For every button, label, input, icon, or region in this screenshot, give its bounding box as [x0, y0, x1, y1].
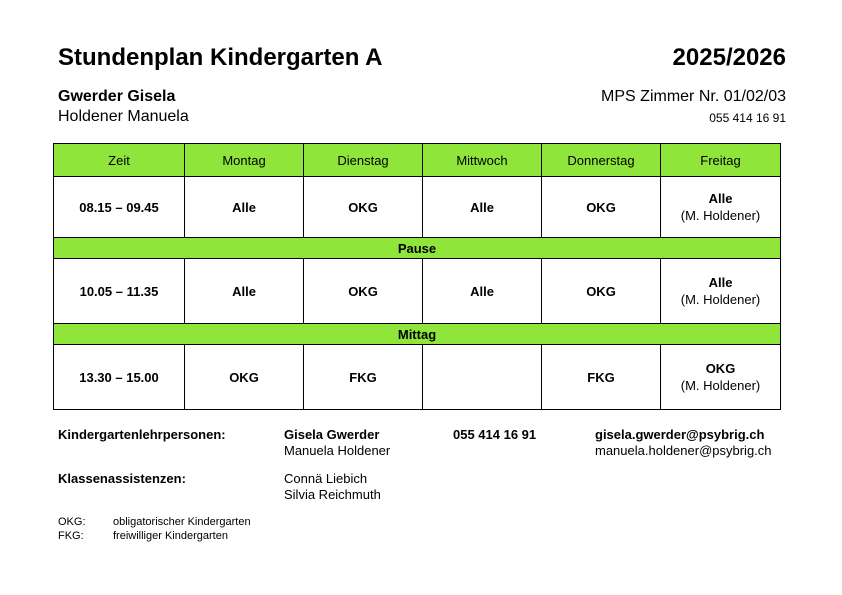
cell-friday [661, 259, 781, 324]
teacher-a-name: Gisela Gwerder [284, 427, 380, 442]
legend-abbr-fkg: FKG: [58, 530, 84, 542]
cell-monday: Alle [185, 259, 304, 324]
legend-text-fkg: freiwilliger Kindergarten [113, 530, 228, 542]
teacher-b-name: Manuela Holdener [284, 443, 391, 458]
cell-monday: OKG [185, 345, 304, 410]
cell-friday [661, 177, 781, 238]
break-label-mittag: Mittag [54, 324, 781, 345]
cell-wednesday: Alle [423, 259, 542, 324]
cell-tuesday: OKG [304, 177, 423, 238]
schedule-table [53, 143, 781, 410]
table-header-row [54, 144, 781, 177]
cell-monday: Alle [185, 177, 304, 238]
cell-friday-main: Alle [708, 191, 733, 206]
col-header-wednesday: Mittwoch [423, 144, 542, 177]
cell-friday [661, 345, 781, 410]
teacher-name-secondary: Holdener Manuela [58, 108, 189, 125]
cell-thursday: OKG [542, 259, 661, 324]
teacher-name-primary: Gwerder Gisela [58, 88, 176, 105]
table-row [54, 345, 781, 410]
legend-text-okg: obligatorischer Kindergarten [113, 516, 251, 528]
cell-tuesday: FKG [304, 345, 423, 410]
cell-tuesday: OKG [304, 259, 423, 324]
teacher-phone: 055 414 16 91 [453, 427, 537, 442]
assistant-a-name: Connä Liebich [284, 471, 368, 486]
cell-friday-note: (M. Holdener) [680, 292, 761, 307]
break-row-mittag [54, 324, 781, 345]
break-row-pause [54, 238, 781, 259]
page-title: Stundenplan Kindergarten A [58, 44, 383, 71]
cell-wednesday: Alle [423, 177, 542, 238]
teachers-label: Kindergartenlehrpersonen: [58, 427, 226, 442]
cell-time: 13.30 – 15.00 [54, 345, 185, 410]
assistant-b-name: Silvia Reichmuth [284, 487, 381, 502]
col-header-monday: Montag [185, 144, 304, 177]
cell-thursday: OKG [542, 177, 661, 238]
col-header-time: Zeit [54, 144, 185, 177]
school-year: 2025/2026 [672, 44, 786, 71]
header-phone: 055 414 16 91 [709, 111, 786, 125]
teacher-a-email[interactable]: gisela.gwerder@psybrig.ch [595, 427, 765, 442]
cell-wednesday [423, 345, 542, 410]
cell-friday-note: (M. Holdener) [680, 378, 761, 393]
cell-time: 10.05 – 11.35 [54, 259, 185, 324]
cell-friday-main: OKG [705, 361, 736, 376]
col-header-friday: Freitag [661, 144, 781, 177]
cell-friday-note: (M. Holdener) [680, 208, 761, 223]
col-header-tuesday: Dienstag [304, 144, 423, 177]
assistants-label: Klassenassistenzen: [58, 471, 186, 486]
cell-time: 08.15 – 09.45 [54, 177, 185, 238]
table-row [54, 177, 781, 238]
break-label-pause: Pause [54, 238, 781, 259]
room-number: MPS Zimmer Nr. 01/02/03 [601, 88, 786, 105]
teacher-b-email[interactable]: manuela.holdener@psybrig.ch [595, 443, 772, 458]
legend-abbr-okg: OKG: [58, 516, 86, 528]
col-header-thursday: Donnerstag [542, 144, 661, 177]
table-row [54, 259, 781, 324]
cell-thursday: FKG [542, 345, 661, 410]
cell-friday-main: Alle [708, 275, 733, 290]
